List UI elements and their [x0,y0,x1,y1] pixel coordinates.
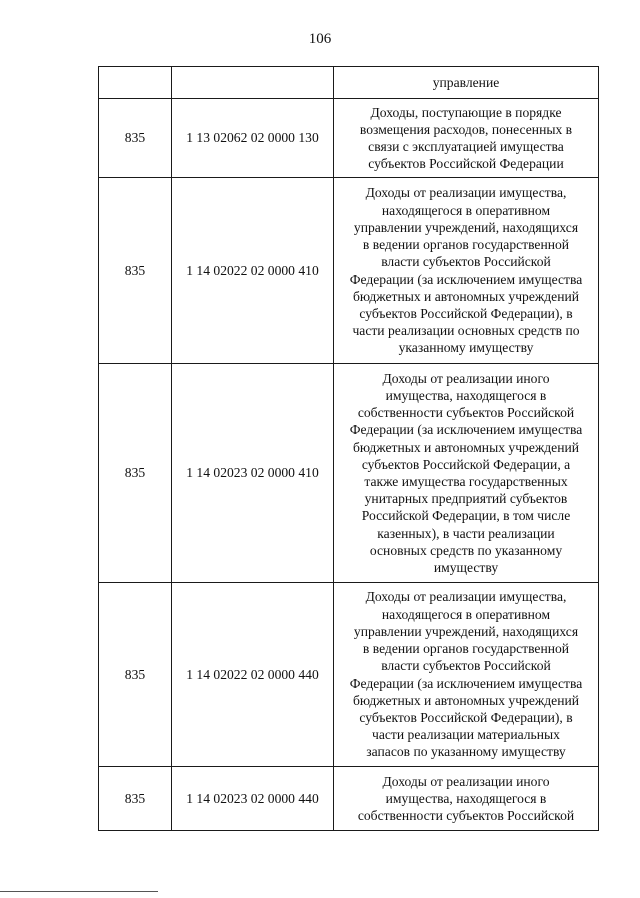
kbk-code-cell: 1 13 02062 02 0000 130 [172,99,334,178]
description-cell: Доходы от реализации имущества, находящегося в оперативном управлении учреждений, находящихся в ведении органов государственной власти субъектов Российской Федерации (за исключением имущества бюджетных и автономных учреждений субъектов Российской Федерации), в части реализации материальных запасов по указанному имуществу [334,583,599,767]
table-row [99,178,599,364]
table-row [99,767,599,831]
admin-code-cell: 835 [99,99,172,178]
description-cell: Доходы от реализации иного имущества, находящегося в собственности субъектов Российской Федерации (за исключением имущества бюджетных и автономных учреждений субъектов Российской Федерации, а также имущества государственных унитарных предприятий субъектов Российской Федерации, в том числе казенных), в части реализации основных средств по указанному имуществу [334,364,599,583]
table-row [99,364,599,583]
admin-code-cell: 835 [99,767,172,831]
description-cell: Доходы, поступающие в порядке возмещения расходов, понесенных в связи с эксплуатацией имущества субъектов Российской Федерации [334,99,599,178]
description-cell: Доходы от реализации имущества, находящегося в оперативном управлении учреждений, находящихся в ведении органов государственной власти субъектов Российской Федерации (за исключением имущества бюджетных и автономных учреждений субъектов Российской Федерации), в части реализации основных средств по указанному имуществу [334,178,599,364]
admin-code-cell: 835 [99,364,172,583]
admin-code-cell [99,67,172,99]
kbk-code-cell: 1 14 02023 02 0000 440 [172,767,334,831]
kbk-code-cell [172,67,334,99]
admin-code-cell: 835 [99,583,172,767]
kbk-code-cell: 1 14 02022 02 0000 440 [172,583,334,767]
description-cell: Доходы от реализации иного имущества, находящегося в собственности субъектов Российской [334,767,599,831]
kbk-code-cell: 1 14 02023 02 0000 410 [172,364,334,583]
table-row [99,583,599,767]
admin-code-cell: 835 [99,178,172,364]
page-number: 106 [308,31,332,47]
table-row [99,67,599,99]
table-row [99,99,599,178]
footnote-rule [0,891,158,892]
revenue-codes-table [98,66,599,831]
description-cell: управление [334,67,599,99]
kbk-code-cell: 1 14 02022 02 0000 410 [172,178,334,364]
